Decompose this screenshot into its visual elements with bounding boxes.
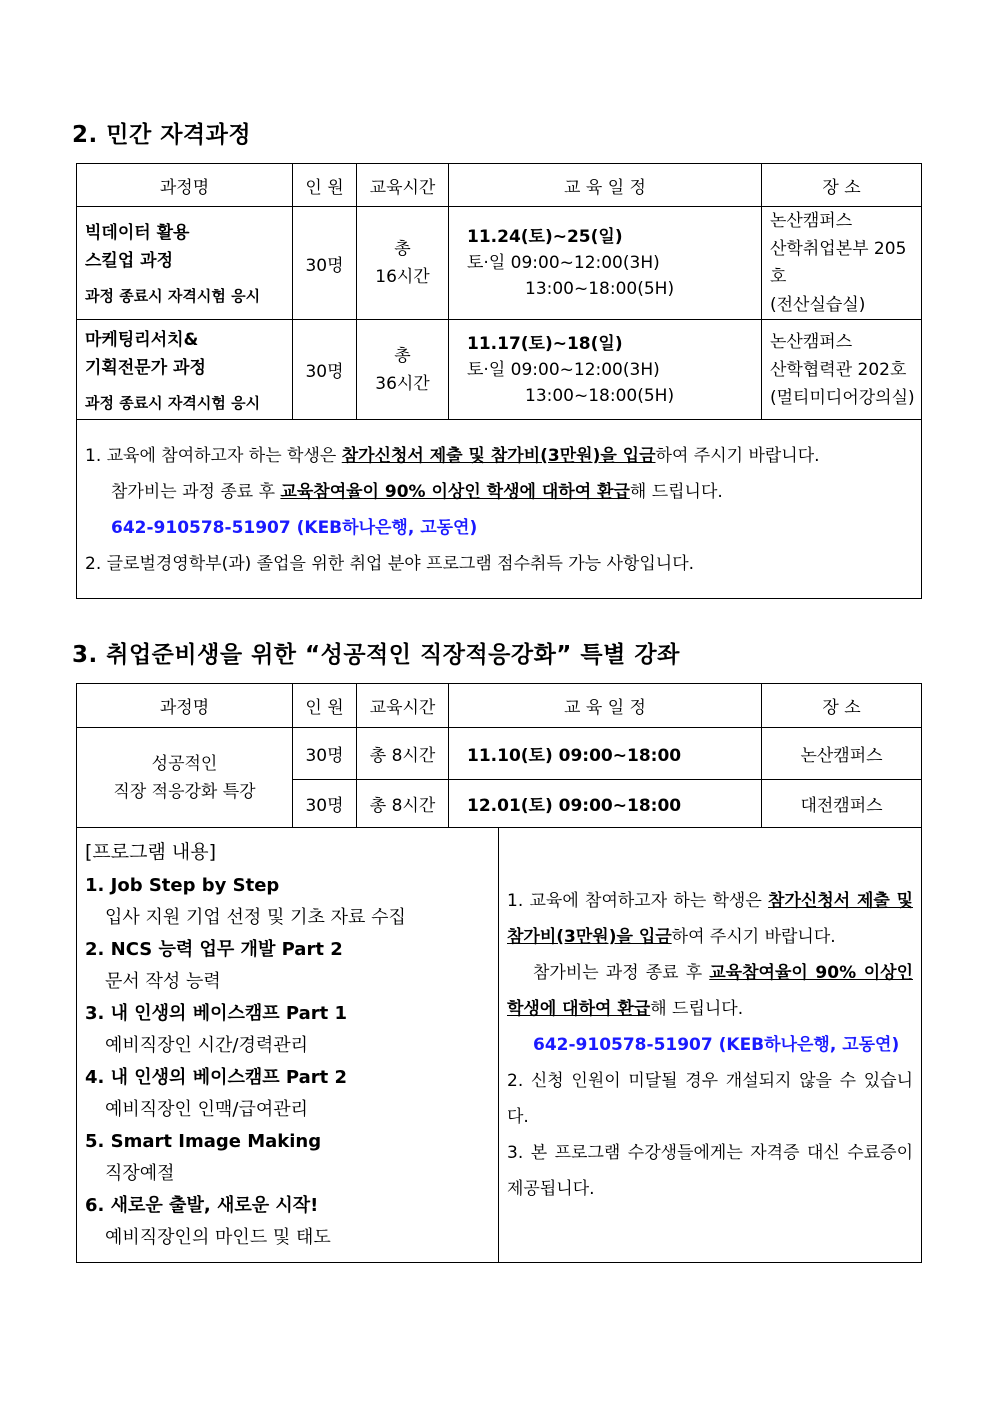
- section-3-heading: 3. 취업준비생을 위한 “성공적인 직장적응강화” 특별 강좌: [72, 642, 680, 668]
- header-hours: 교육시간: [357, 684, 449, 728]
- course-hours: 총 8시간: [357, 780, 449, 828]
- section-3-table: [76, 683, 922, 1263]
- course-name: 성공적인 직장 적응강화 특강: [77, 728, 293, 828]
- program-item-desc: 직장예절: [105, 1163, 175, 1184]
- course-schedule: 11.17(토)~18(일) 토·일 09:00~12:00(3H) 13:00~18:00(5H): [449, 320, 762, 420]
- note-refund: 참가비는 과정 종료 후 교육참여율이 90% 이상인 학생에 대하여 환급해 드립니다.: [507, 963, 913, 1019]
- course-place: 대전캠퍼스: [762, 780, 922, 828]
- program-item-title: 5. Smart Image Making: [85, 1131, 322, 1152]
- header-count: 인 원: [293, 164, 357, 207]
- course-name: 빅데이터 활용 스킬업 과정 과정 종료시 자격시험 응시: [77, 207, 293, 320]
- program-item-title: 1. Job Step by Step: [85, 875, 280, 896]
- program-item-desc: 예비직장인의 마인드 및 태도: [105, 1227, 331, 1248]
- course-hours: 총 36시간: [357, 320, 449, 420]
- note-1: 1. 교육에 참여하고자 하는 학생은 참가신청서 제출 및 참가비(3만원)을 입금하여 주시기 바랍니다.: [507, 891, 913, 947]
- course-place: 논산캠퍼스 산학취업본부 205호 (전산실습실): [762, 207, 922, 320]
- note-refund: 참가비는 과정 종료 후 교육참여율이 90% 이상인 학생에 대하여 환급해 드립니다.: [111, 482, 723, 502]
- program-content: [77, 828, 499, 1263]
- program-title: [프로그램 내용]: [85, 841, 216, 863]
- table-row: [77, 320, 922, 420]
- program-item-desc: 입사 지원 기업 선정 및 기초 자료 수집: [105, 907, 406, 928]
- course-hours: 총 8시간: [357, 728, 449, 780]
- course-place: 논산캠퍼스 산학협력관 202호 (멀티미디어강의실): [762, 320, 922, 420]
- header-course: 과정명: [77, 684, 293, 728]
- program-item-title: 2. NCS 능력 업무 개발 Part 2: [85, 939, 343, 960]
- program-item-desc: 예비직장인 시간/경력관리: [105, 1035, 309, 1056]
- header-place: 장 소: [762, 164, 922, 207]
- course-count: 30명: [293, 320, 357, 420]
- header-count: 인 원: [293, 684, 357, 728]
- program-item-title: 6. 새로운 출발, 새로운 시작!: [85, 1195, 319, 1216]
- note-2: 2. 신청 인원이 미달될 경우 개설되지 않을 수 있습니다.: [507, 1071, 913, 1127]
- section-2-heading: 2. 민간 자격과정: [72, 122, 252, 148]
- course-schedule: 11.24(토)~25(일) 토·일 09:00~12:00(3H) 13:00~18:00(5H): [449, 207, 762, 320]
- header-schedule: 교 육 일 정: [449, 684, 762, 728]
- table-row: [77, 728, 922, 780]
- header-course: 과정명: [77, 164, 293, 207]
- note-2: 2. 글로벌경영학부(과) 졸업을 위한 취업 분야 프로그램 점수취득 가능 사항입니다.: [85, 554, 695, 574]
- note-1: 1. 교육에 참여하고자 하는 학생은 참가신청서 제출 및 참가비(3만원)을 입금하여 주시기 바랍니다.: [85, 446, 820, 466]
- header-hours: 교육시간: [357, 164, 449, 207]
- course-schedule: 12.01(토) 09:00~18:00: [449, 780, 762, 828]
- section-2-notes: [77, 420, 922, 599]
- header-schedule: 교 육 일 정: [449, 164, 762, 207]
- bank-account: 642-910578-51907 (KEB하나은행, 고동연): [111, 518, 478, 538]
- header-place: 장 소: [762, 684, 922, 728]
- course-hours: 총 16시간: [357, 207, 449, 320]
- program-item-desc: 예비직장인 인맥/급여관리: [105, 1099, 309, 1120]
- table-row: [77, 207, 922, 320]
- program-item-desc: 문서 작성 능력: [105, 971, 221, 992]
- section-3-notes: [499, 828, 922, 1263]
- course-count: 30명: [293, 207, 357, 320]
- course-schedule: 11.10(토) 09:00~18:00: [449, 728, 762, 780]
- program-item-title: 4. 내 인생의 베이스캠프 Part 2: [85, 1067, 348, 1088]
- section-2-table: [76, 163, 922, 599]
- course-count: 30명: [293, 780, 357, 828]
- note-3: 3. 본 프로그램 수강생들에게는 자격증 대신 수료증이 제공됩니다.: [507, 1143, 913, 1199]
- course-count: 30명: [293, 728, 357, 780]
- course-place: 논산캠퍼스: [762, 728, 922, 780]
- program-item-title: 3. 내 인생의 베이스캠프 Part 1: [85, 1003, 348, 1024]
- course-name: 마케팅리서치& 기획전문가 과정 과정 종료시 자격시험 응시: [77, 320, 293, 420]
- bank-account: 642-910578-51907 (KEB하나은행, 고동연): [533, 1035, 900, 1055]
